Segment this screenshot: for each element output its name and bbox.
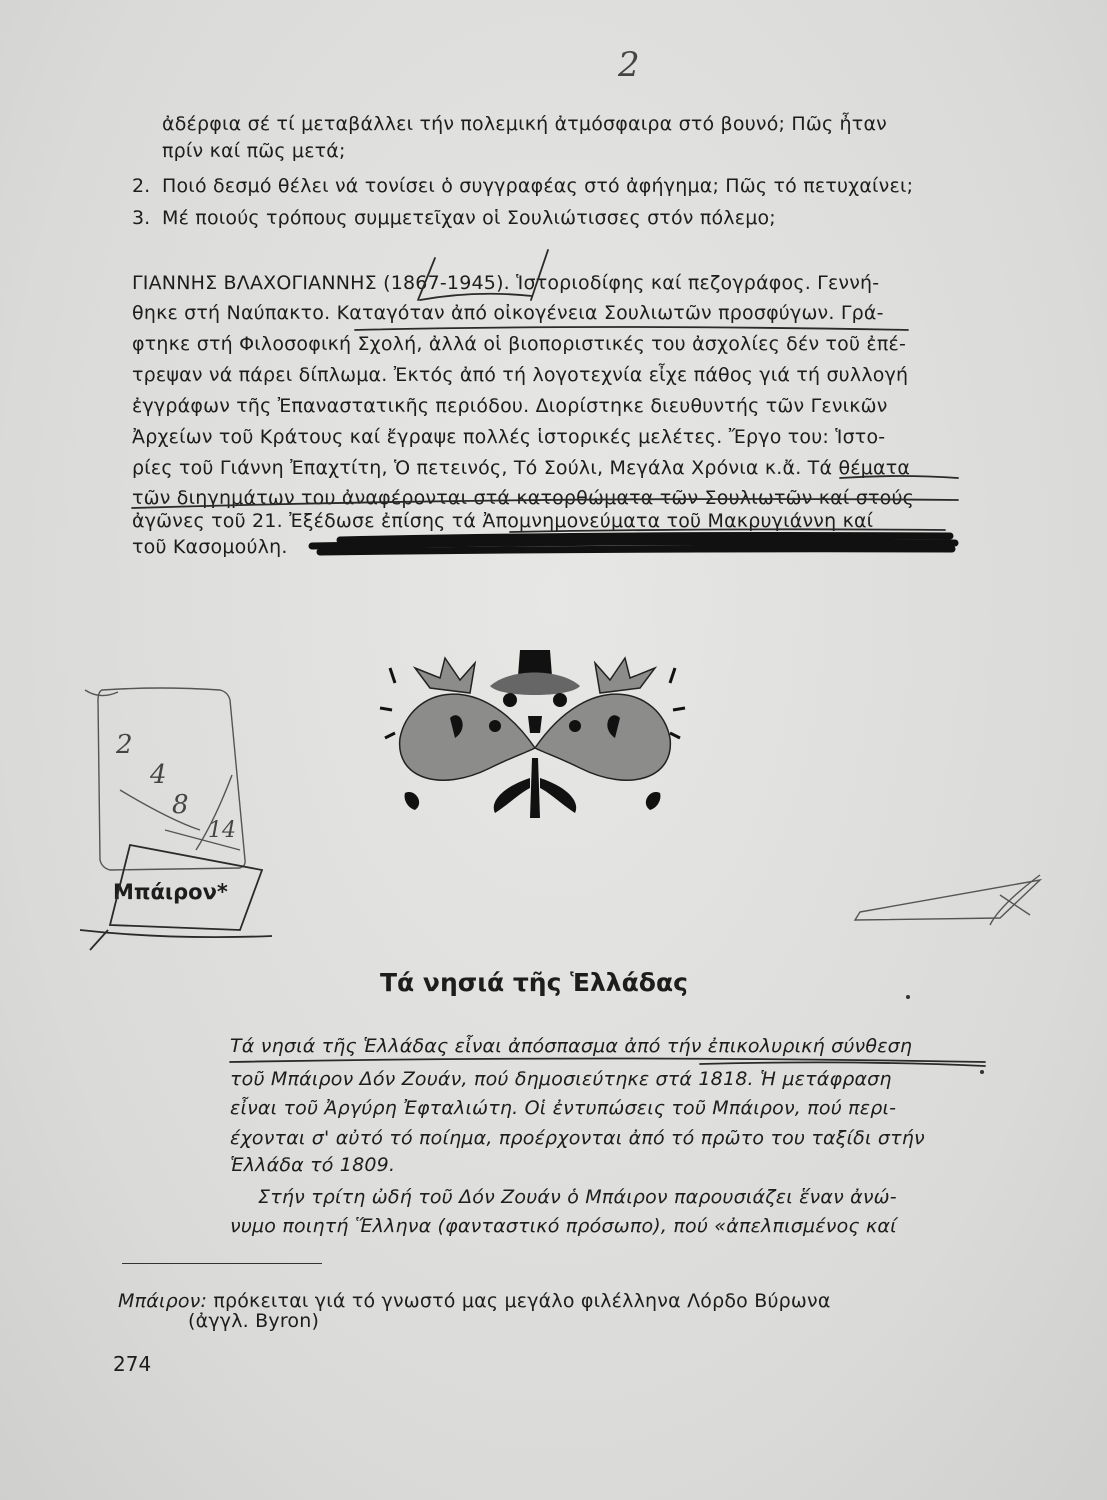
intro-line: τοῦ Μπάιρον Δόν Ζουάν, πού δημοσιεύτηκε στά 1818. Ἡ μετάφραση <box>230 1068 892 1090</box>
page-number: 274 <box>113 1352 152 1376</box>
side-label: Μπάιρον <box>113 880 217 904</box>
side-label-box <box>113 880 228 904</box>
bio-line: ρίες τοῦ Γιάννη Ἐπαχτίτη, Ὁ πετεινός, Τό Σούλι, Μεγάλα Χρόνια κ.ἄ. Τά θέματα <box>132 457 911 479</box>
para2-line: Στήν τρίτη ὠδή τοῦ Δόν Ζουάν ὁ Μπάιρον παρουσιάζει ἕναν ἀνώ- <box>258 1186 897 1208</box>
bio-line: τῶν διηγημάτων του ἀναφέρονται στά κατορθώματα τῶν Σουλιωτῶν καί στούς <box>132 487 914 509</box>
pencil-number: 14 <box>208 818 236 843</box>
bio-line: τρεψαν νά πάρει δίπλωμα. Ἐκτός ἀπό τή λογοτεχνία εἶχε πάθος γιά τή συλλογή <box>132 364 909 386</box>
para2-line: νυμο ποιητή Ἕλληνα (φανταστικό πρόσωπο), πού «ἀπελπισμένος καί <box>230 1215 897 1237</box>
bio-line: ΓΙΑΝΝΗΣ ΒΛΑΧΟΓΙΑΝΝΗΣ (1867-1945). Ἱστοριοδίφης καί πεζογράφος. Γεννή- <box>132 272 880 294</box>
footnote-line <box>118 1290 831 1312</box>
bio-line: τοῦ Κασομούλη. <box>132 536 288 558</box>
footnote-text: πρόκειται γιά τό γνωστό μας μεγάλο φιλέλληνα Λόρδο Βύρωνα <box>207 1290 831 1312</box>
bio-line: Ἀρχείων τοῦ Κράτους καί ἔγραψε πολλές ἱστορικές μελέτες. Ἔργο του: Ἱστο- <box>132 426 886 448</box>
handwritten-page-marker: 2 <box>618 45 640 85</box>
footnote-line-2: (ἀγγλ. Byron) <box>188 1310 320 1332</box>
bio-line: θηκε στή Ναύπακτο. Καταγόταν ἀπό οἰκογένεια Σουλιωτῶν προσφύγων. Γρά- <box>132 302 884 324</box>
intro-line: έχονται σ' αὐτό τό ποίημα, προέρχονται ἀπό τό πρῶτο του ταξίδι στήν <box>230 1127 925 1149</box>
intro-line: Ἑλλάδα τό 1809. <box>230 1154 396 1176</box>
pencil-number: 4 <box>150 760 167 790</box>
question-1-line-1: ἀδέρφια σέ τί μεταβάλλει τήν πολεμική ἀτμόσφαιρα στό βουνό; Πῶς ἦταν <box>162 113 887 135</box>
pencil-number: 8 <box>172 790 189 820</box>
question-2-number: 2. <box>132 175 151 197</box>
footnote-term: Μπάιρον: <box>118 1290 208 1312</box>
footnote-separator <box>122 1263 322 1264</box>
bio-line: φτηκε στή Φιλοσοφική Σχολή, ἀλλά οἱ βιοποριστικές του ἀσχολίες δέν τοῦ ἐπέ- <box>132 333 907 355</box>
side-label-mark: * <box>216 880 228 904</box>
intro-line: Τά νησιά τῆς Ἑλλάδας εἶναι ἀπόσπασμα ἀπό τήν ἐπικολυρική σύνθεση <box>230 1035 913 1057</box>
pencil-number: 2 <box>116 730 133 760</box>
question-2-text: Ποιό δεσμό θέλει νά τονίσει ὁ συγγραφέας στό ἀφήγημα; Πῶς τό πετυχαίνει; <box>162 175 914 197</box>
bio-line: ἀγῶνες τοῦ 21. Ἐξέδωσε ἐπίσης τά Ἀπομνημονεύματα τοῦ Μακρυγιάννη καί <box>132 510 874 532</box>
intro-line: εἶναι τοῦ Ἀργύρη Ἐφταλιώτη. Οἱ ἐντυπώσεις τοῦ Μπάιρον, πού περι- <box>230 1097 897 1119</box>
bio-line: ἐγγράφων τῆς Ἐπαναστατικῆς περιόδου. Διορίστηκε διευθυντής τῶν Γενικῶν <box>132 395 888 417</box>
folk-ornament-illustration <box>370 628 700 848</box>
question-3-number: 3. <box>132 207 151 229</box>
question-1-line-2: πρίν καί πῶς μετά; <box>162 140 346 162</box>
section-title: Τά νησιά τῆς Ἑλλάδας <box>380 968 688 997</box>
question-3-text: Μέ ποιούς τρόπους συμμετεῖχαν οἱ Σουλιώτισσες στόν πόλεμο; <box>162 207 776 229</box>
